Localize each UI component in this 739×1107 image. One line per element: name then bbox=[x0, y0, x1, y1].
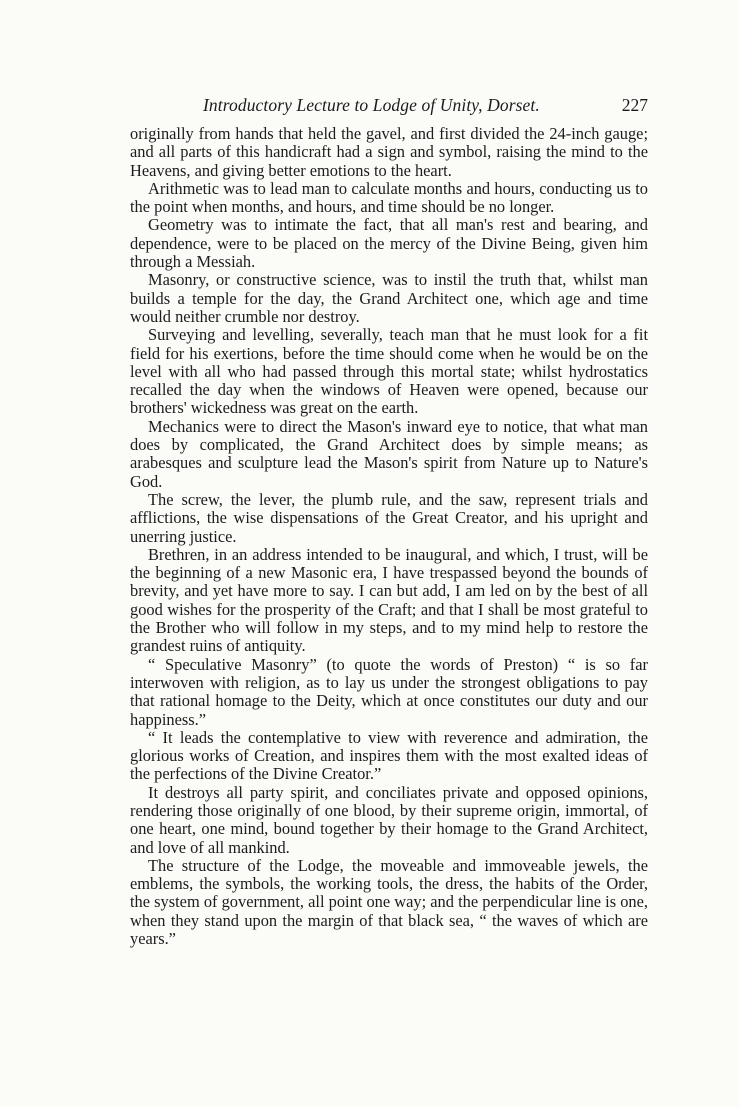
running-head bbox=[130, 95, 648, 125]
paragraph-contemplative-quote: “ It leads the contemplative to view with reverence and admiration, the glorious works of Creation, and inspires them with the most exalted ideas of the perfections of the Divine Creator.” bbox=[130, 727, 648, 784]
paragraph-geometry: Geometry was to intimate the fact, that all man's rest and bearing, and dependence, were to be placed on the mercy of the Divine Being, given him through a Messiah. bbox=[130, 215, 648, 272]
paragraph-tools: The screw, the lever, the plumb rule, and the saw, represent trials and afflictions, the wise dispensations of the Great Creator, and his upright and unerring justice. bbox=[130, 489, 648, 546]
paragraph-mechanics: Mechanics were to direct the Mason's inward eye to notice, that what man does by complicated, the Grand Architect does by simple means; as arabesques and sculpture lead the Mason's spirit from Nature up to Nature's God. bbox=[130, 416, 648, 491]
running-head-title: Introductory Lecture to Lodge of Unity, Dorset. bbox=[203, 95, 540, 115]
paragraph-party-spirit: It destroys all party spirit, and conciliates private and opposed opinions, rendering those originally of one blood, by their supreme origin, immortal, of one heart, one mind, bound together by their homage to the Grand Architect, and love of all mankind. bbox=[130, 782, 648, 857]
paragraph-surveying: Surveying and levelling, severally, teach man that he must look for a fit field for his exertions, before the time should come when he would be on the level with all who had passed through this mortal state; whilst hydrostatics recalled the day when the windows of Heaven were opened, because our brothers' wickedness was great on the earth. bbox=[130, 325, 648, 418]
body-text bbox=[130, 125, 648, 948]
paragraph-continued: originally from hands that held the gavel, and first divided the 24-inch gauge; and all parts of this handicraft had a sign and symbol, raising the mind to the Heavens, and giving better emotions to the heart. bbox=[130, 124, 648, 180]
paragraph-arithmetic: Arithmetic was to lead man to calculate months and hours, conducting us to the point when months, and hours, and time should be no longer. bbox=[130, 178, 648, 217]
paragraph-brethren: Brethren, in an address intended to be inaugural, and which, I trust, will be the beginning of a new Masonic era, I have trespassed beyond the bounds of brevity, and yet have more to say. I can but add, I am led on by the best of all good wishes for the prosperity of the Craft; and that I shall be most grateful to the Brother who will follow in my steps, and to my mind help to restore the grandest ruins of antiquity. bbox=[130, 544, 648, 656]
paragraph-lodge-structure: The structure of the Lodge, the moveable and immoveable jewels, the emblems, the symbols, the working tools, the dress, the habits of the Order, the system of government, all point one way; and the perpendicular line is one, when they stand upon the margin of that black sea, “ the waves of which are years.” bbox=[130, 855, 648, 949]
paragraph-masonry: Masonry, or constructive science, was to instil the truth that, whilst man builds a temple for the day, the Grand Architect one, which age and time would neither crumble nor destroy. bbox=[130, 270, 648, 326]
page-number: 227 bbox=[621, 95, 648, 115]
book-page bbox=[130, 95, 648, 948]
paragraph-preston-quote: “ Speculative Masonry” (to quote the words of Preston) “ is so far interwoven with religion, as to lay us under the strongest obligations to pay that rational homage to the Deity, which at once constitutes our duty and our happiness.” bbox=[130, 654, 648, 729]
